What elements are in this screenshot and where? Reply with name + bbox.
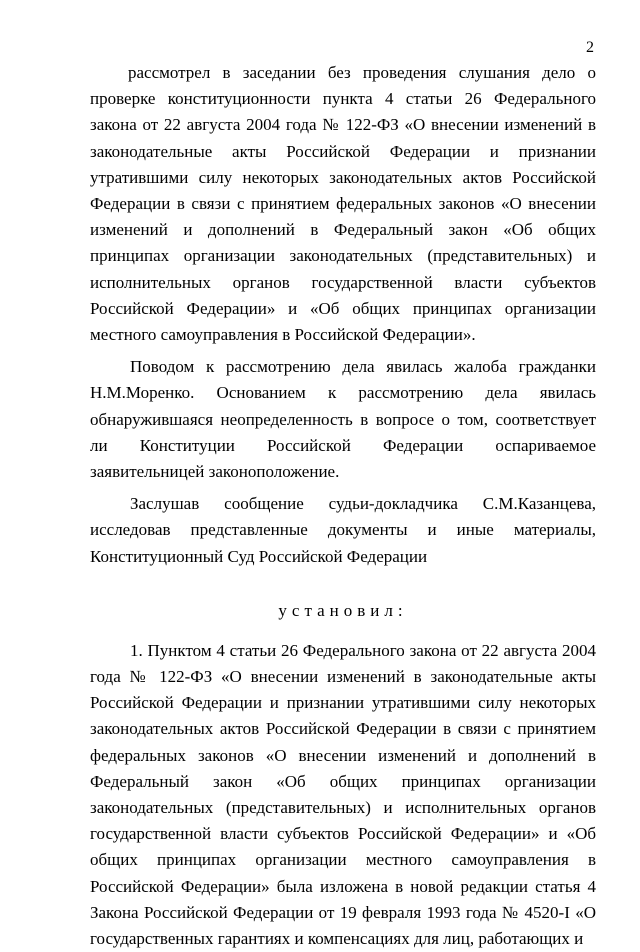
paragraph-grounds: Поводом к рассмотрению дела явилась жалоба гражданки Н.М.Моренко. Основанием к рассмотрению дела явилась обнаружившаяся неопределенность в вопросе о том, соответствует ли Конституции Российской Федерации оспариваемое заявительницей законоположение. <box>90 357 596 482</box>
document-body <box>90 60 596 952</box>
paragraph-point-1: 1. Пунктом 4 статьи 26 Федерального закона от 22 августа 2004 года № 122-ФЗ «О внесении изменений в законодательные акты Российской Федерации и признании утратившими силу некоторых законодательных актов Российской Федерации в связи с принятием федеральных законов «О внесении изменений и дополнений в Федеральный закон «Об общих принципах организации законодательных (представительных) и исполнительных органов государственной власти субъектов Российской Федерации» и «Об общих принципах организации местного самоуправления в Российской Федерации» была изложена в новой редакции статья 4 Закона Российской Федерации от 19 февраля 1993 года № 4520-I «О государственных гарантиях и компенсациях для лиц, работающих и <box>90 640 596 949</box>
page-number: 2 <box>586 39 594 56</box>
paragraph-case-description: рассмотрел в заседании без проведения слушания дело о проверке конституционности пункта 4 статьи 26 Федерального закона от 22 августа 2004 года № 122-ФЗ «О внесении изменений в законодательные акты Российской Федерации и признании утратившими силу некоторых законодательных актов Российской Федерации в связи с принятием федеральных законов «О внесении изменений и дополнений в Федеральный закон «Об общих принципах организации законодательных (представительных) и исполнительных органов государственной власти субъектов Российской Федерации» и «Об общих принципах организации местного самоуправления в Российской Федерации». <box>90 63 596 345</box>
section-heading: установил: <box>278 600 408 620</box>
paragraph-hearing: Заслушав сообщение судьи-докладчика С.М.Казанцева, исследовав представленные документы и иные материалы, Конституционный Суд Российской Федерации <box>90 494 596 566</box>
